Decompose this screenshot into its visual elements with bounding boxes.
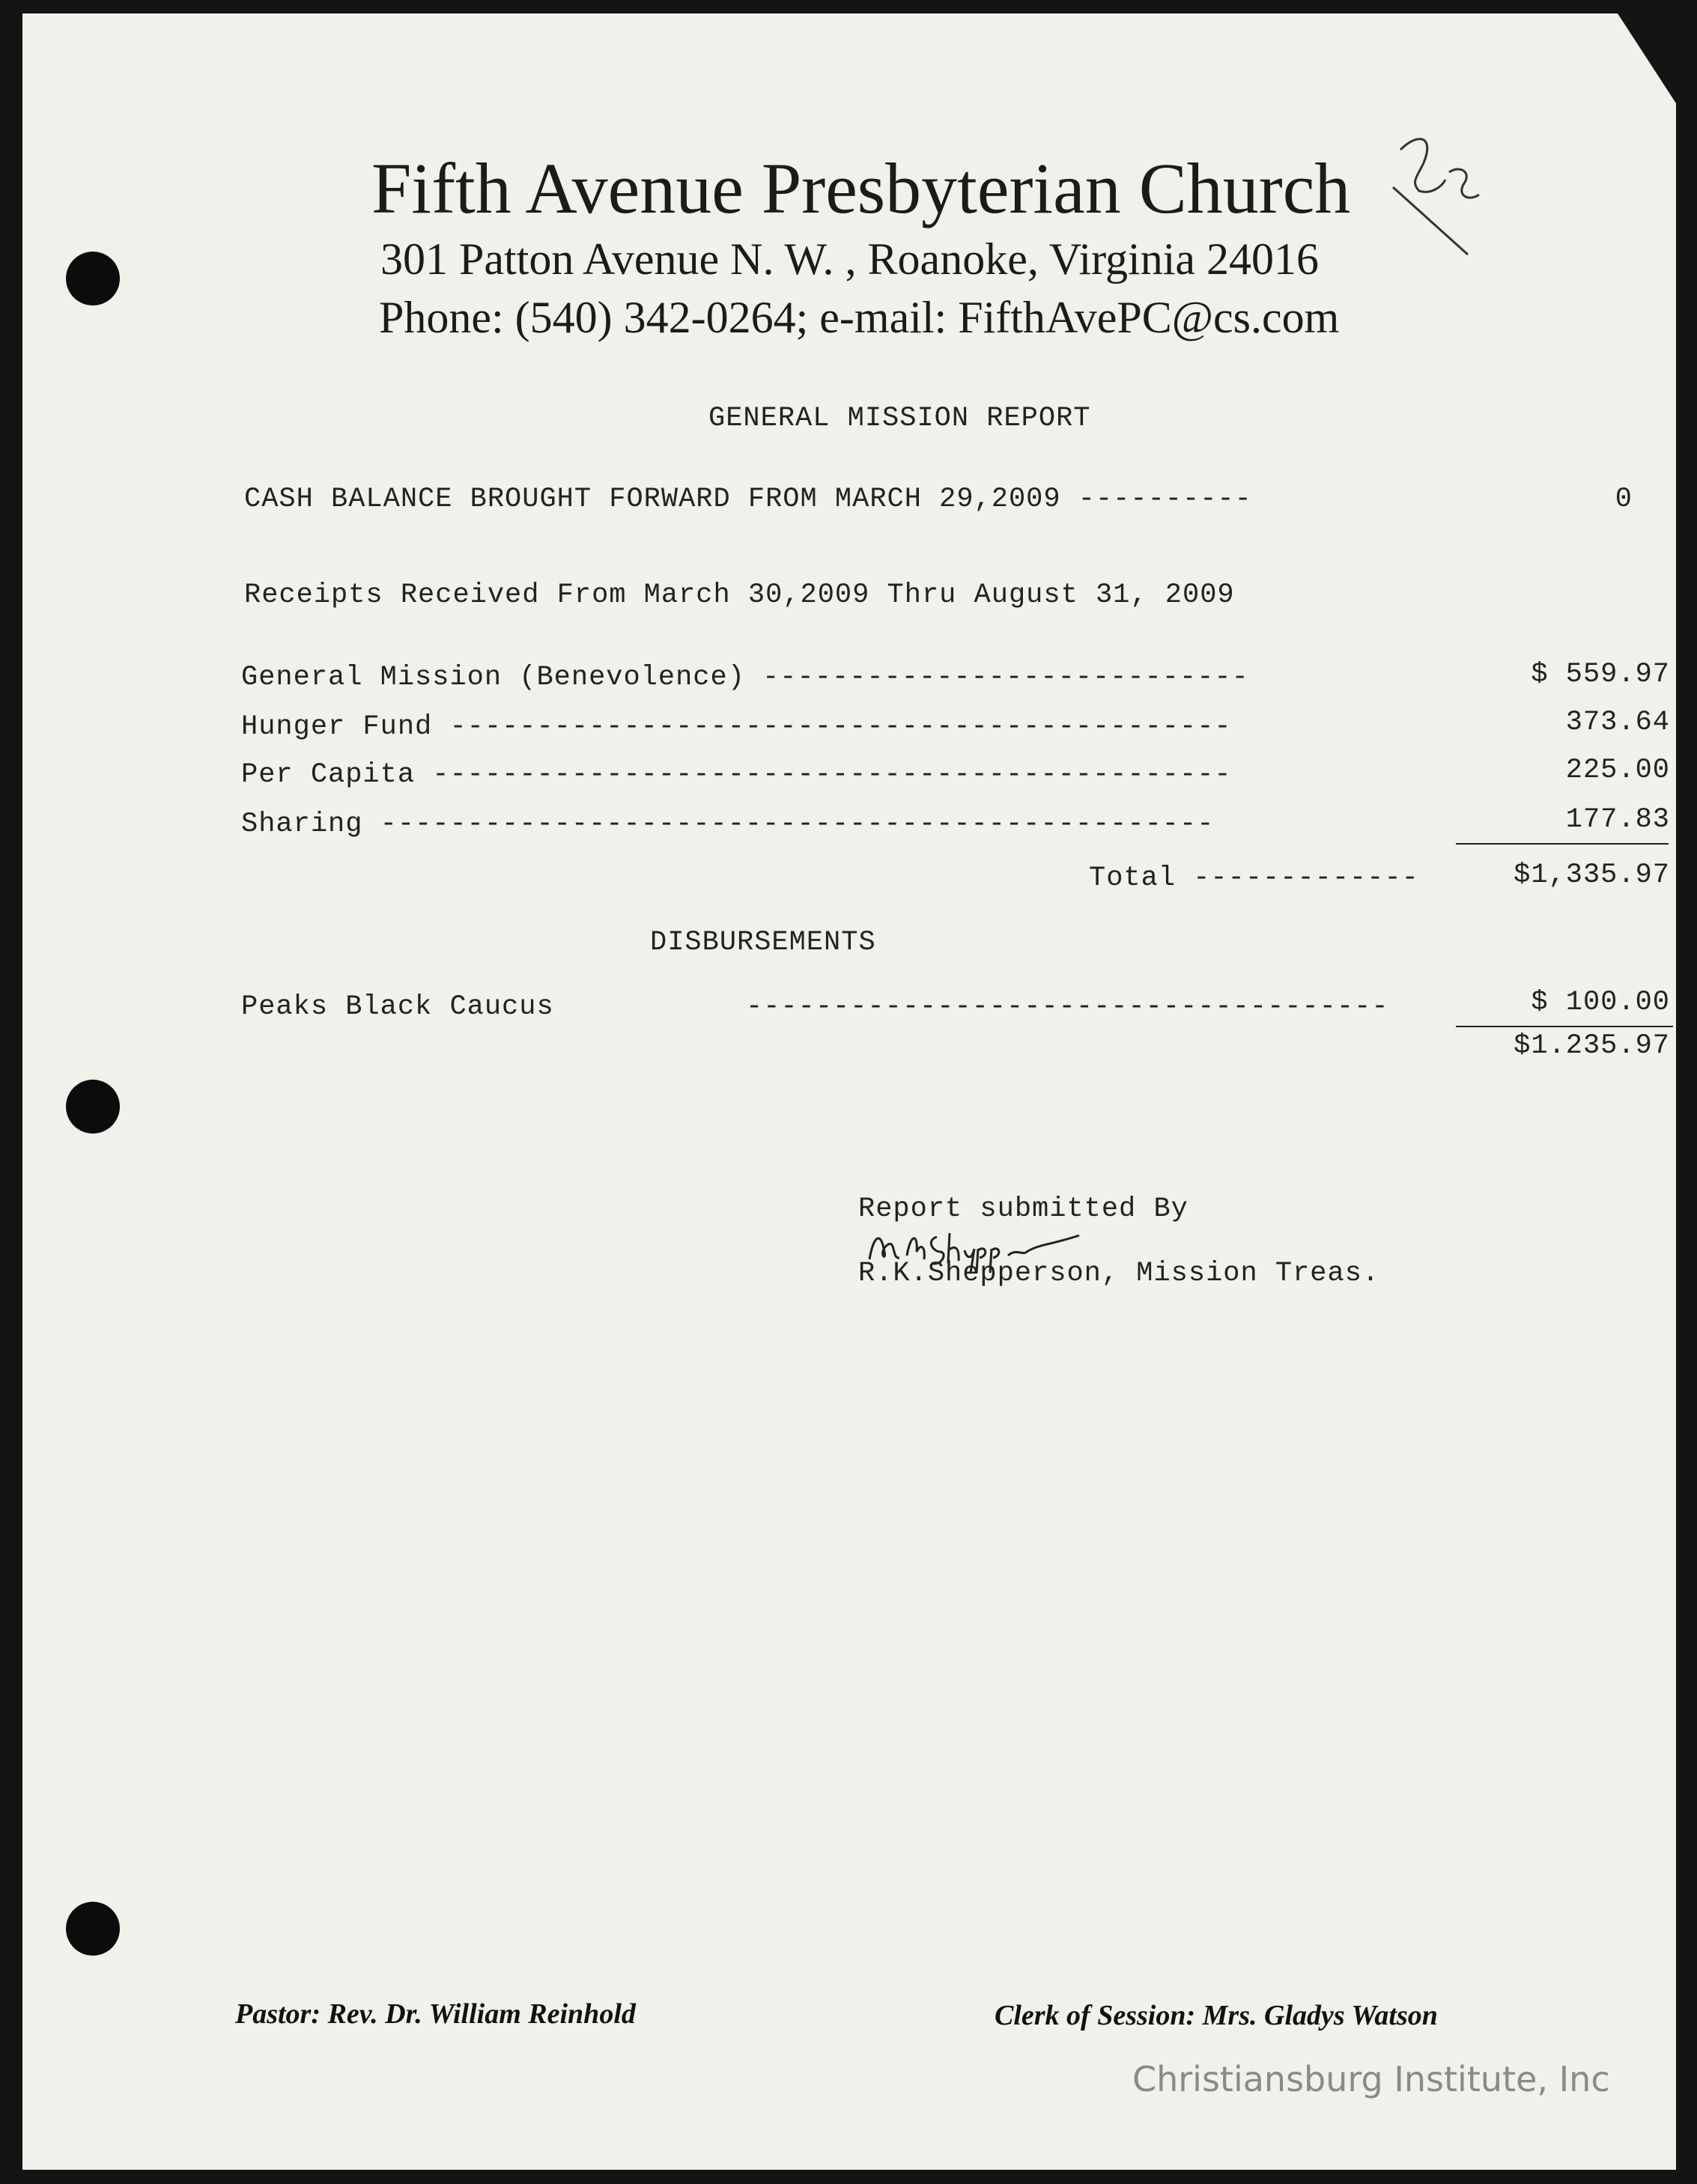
total-label: Total ------------- [1089, 863, 1419, 894]
receipt-label-hunger-fund: Hunger Fund --------------------------------------------- [241, 711, 1232, 743]
handwritten-mark-icon [1385, 120, 1505, 262]
receipt-amount-per-capita: 225.00 [1565, 755, 1670, 786]
report-title: GENERAL MISSION REPORT [708, 403, 1091, 434]
submitted-by-label: Report submitted By [858, 1193, 1188, 1225]
clerk-line: Clerk of Session: Mrs. Gladys Watson [995, 2000, 1438, 2031]
cash-balance-value: 0 [1615, 484, 1633, 515]
receipt-amount-general-mission: $ 559.97 [1531, 659, 1670, 690]
church-address: 301 Patton Avenue N. W. , Roanoke, Virginia 24016 [380, 234, 1319, 284]
pastor-line: Pastor: Rev. Dr. William Reinhold [235, 1998, 636, 2030]
receipts-period: Receipts Received From March 30,2009 Thru August 31, 2009 [244, 580, 1235, 611]
total-amount: $1,335.97 [1514, 860, 1670, 891]
treasurer-name: R.K.Shepperson, Mission Treas. [858, 1258, 1380, 1289]
binder-hole-bottom [66, 1902, 120, 1956]
binder-hole-middle [66, 1080, 120, 1134]
receipt-amount-hunger-fund: 373.64 [1565, 707, 1670, 738]
receipt-amount-sharing: 177.83 [1565, 804, 1670, 836]
receipt-label-per-capita: Per Capita ---------------------------------------------- [241, 759, 1232, 791]
church-name: Fifth Avenue Presbyterian Church [371, 148, 1351, 228]
balance-rule [1456, 1026, 1673, 1027]
disbursement-dashes: ------------------------------------- [746, 991, 1389, 1023]
receipt-label-sharing: Sharing ------------------------------------------------ [241, 809, 1215, 840]
watermark: Christiansburg Institute, Inc [1132, 2059, 1610, 2099]
disbursements-heading: DISBURSEMENTS [650, 927, 876, 958]
receipt-label-general-mission: General Mission (Benevolence) ---------------------------- [241, 662, 1249, 693]
subtotal-rule [1456, 843, 1669, 845]
disbursement-label-peaks-black-caucus: Peaks Black Caucus [241, 991, 554, 1023]
cash-balance-label: CASH BALANCE BROUGHT FORWARD FROM MARCH 29,2009 ---------- [244, 484, 1252, 515]
binder-hole-top [66, 252, 120, 305]
church-contact: Phone: (540) 342-0264; e-mail: FifthAvePC@cs.com [379, 293, 1340, 342]
balance-amount: $1.235.97 [1514, 1030, 1670, 1062]
disbursement-amount-peaks-black-caucus: $ 100.00 [1531, 987, 1670, 1018]
